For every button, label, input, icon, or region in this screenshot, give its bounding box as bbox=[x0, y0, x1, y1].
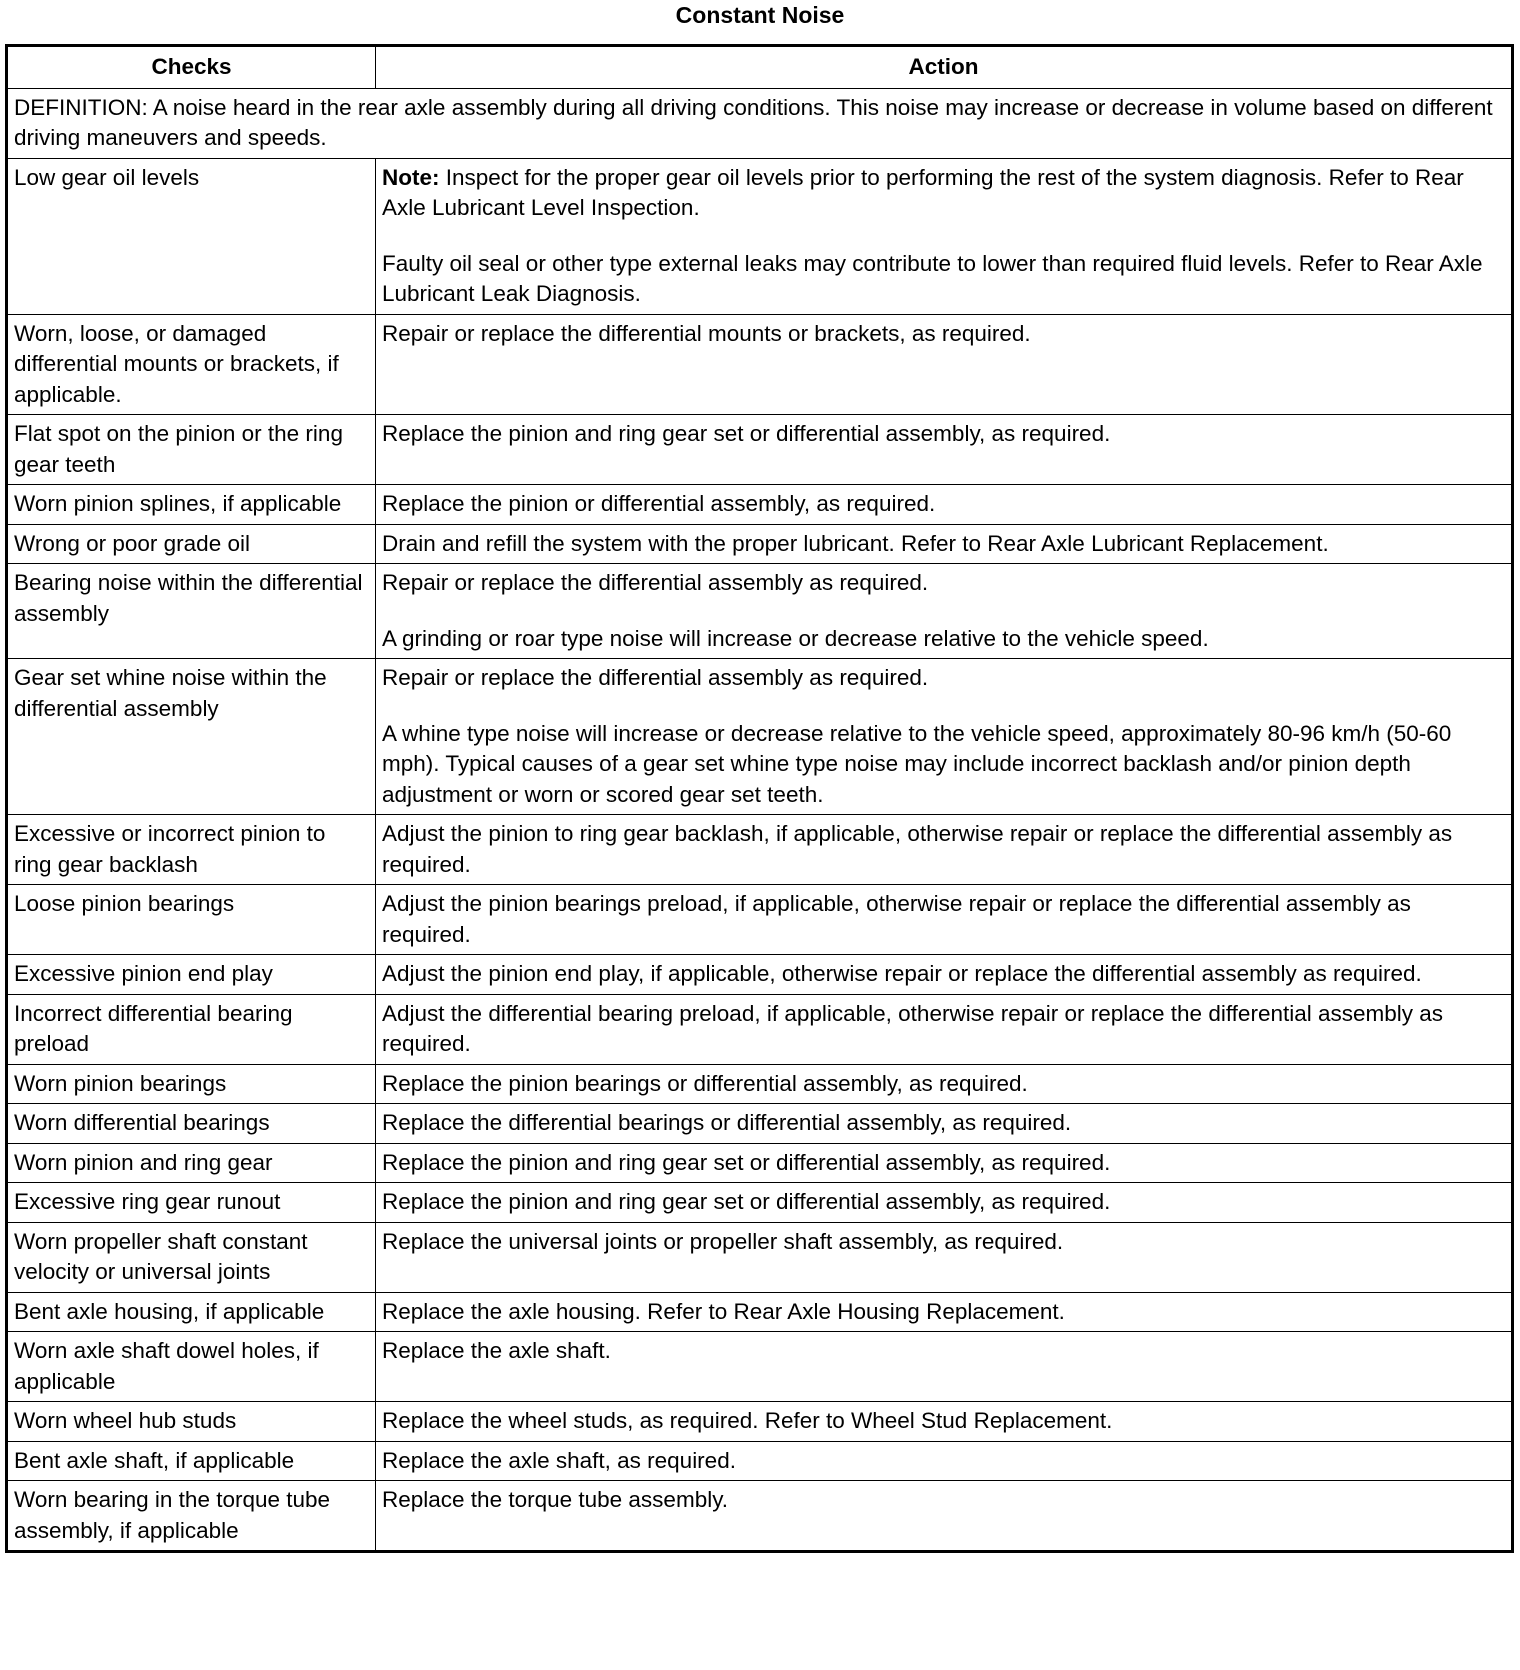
action-cell bbox=[376, 564, 1513, 659]
action-paragraph: Replace the differential bearings or differential assembly, as required. bbox=[382, 1110, 1072, 1135]
action-paragraph: Replace the pinion bearings or differential assembly, as required. bbox=[382, 1070, 1028, 1096]
column-header-action: Action bbox=[376, 46, 1513, 89]
check-cell: Worn axle shaft dowel holes, if applicable bbox=[7, 1332, 376, 1402]
action-paragraph: Drain and refill the system with the proper lubricant. Refer to Rear Axle Lubricant Replacement. bbox=[382, 530, 1329, 556]
action-cell bbox=[376, 1222, 1513, 1292]
action-paragraph: A grinding or roar type noise will increase or decrease relative to the vehicle speed. bbox=[382, 625, 1209, 651]
check-cell: Worn pinion and ring gear bbox=[7, 1143, 376, 1183]
action-paragraph: Replace the pinion or differential assembly, as required. bbox=[382, 491, 936, 516]
table-row bbox=[7, 1222, 1513, 1292]
table-row bbox=[7, 415, 1513, 485]
table-row bbox=[7, 1441, 1513, 1481]
action-paragraph: Replace the torque tube assembly. bbox=[382, 1487, 729, 1512]
table-row bbox=[7, 815, 1513, 885]
action-paragraph: Adjust the pinion end play, if applicable, otherwise repair or replace the differential assembly as required. bbox=[382, 961, 1422, 986]
check-cell: Incorrect differential bearing preload bbox=[7, 994, 376, 1064]
action-cell bbox=[376, 1332, 1513, 1402]
table-row bbox=[7, 1402, 1513, 1442]
action-cell bbox=[376, 815, 1513, 885]
table-row bbox=[7, 1332, 1513, 1402]
definition-row bbox=[7, 88, 1513, 158]
action-paragraph: Replace the pinion and ring gear set or differential assembly, as required. bbox=[382, 1189, 1111, 1214]
definition-text: DEFINITION: A noise heard in the rear axle assembly during all driving conditions. This noise may increase or decrease in volume based on different driving maneuvers and speeds. bbox=[7, 88, 1513, 158]
table-row bbox=[7, 564, 1513, 659]
table-row bbox=[7, 1104, 1513, 1144]
action-paragraph: Adjust the differential bearing preload, if applicable, otherwise repair or replace the differential assembly as required. bbox=[382, 1000, 1444, 1056]
check-cell: Flat spot on the pinion or the ring gear teeth bbox=[7, 415, 376, 485]
action-cell bbox=[376, 955, 1513, 995]
action-cell bbox=[376, 1064, 1513, 1104]
action-cell bbox=[376, 1402, 1513, 1442]
action-paragraph: Adjust the pinion to ring gear backlash, if applicable, otherwise repair or replace the differential assembly as required. bbox=[382, 821, 1453, 877]
table-row bbox=[7, 885, 1513, 955]
check-cell: Bearing noise within the differential assembly bbox=[7, 564, 376, 659]
action-cell bbox=[376, 485, 1513, 525]
check-cell: Worn differential bearings bbox=[7, 1104, 376, 1144]
header-row bbox=[7, 46, 1513, 89]
table-title: Constant Noise bbox=[675, 2, 845, 28]
table-row bbox=[7, 1183, 1513, 1223]
action-paragraph: A whine type noise will increase or decrease relative to the vehicle speed, approximately 80-96 km/h (50-60 mph). Typical causes of a gear set whine type noise may include incorrect backlash and/or pinion depth adjustment or worn or scored gear set teeth. bbox=[382, 720, 1452, 807]
action-cell bbox=[376, 1104, 1513, 1144]
action-cell bbox=[376, 994, 1513, 1064]
table-row bbox=[7, 524, 1513, 564]
check-cell: Worn propeller shaft constant velocity or universal joints bbox=[7, 1222, 376, 1292]
note-label: Note: bbox=[382, 164, 440, 190]
check-cell: Excessive ring gear runout bbox=[7, 1183, 376, 1223]
action-cell bbox=[376, 1441, 1513, 1481]
check-cell: Worn bearing in the torque tube assembly, if applicable bbox=[7, 1481, 376, 1552]
action-paragraph: Faulty oil seal or other type external leaks may contribute to lower than required fluid levels. Refer to Rear Axle Lubricant Leak Diagnosis. bbox=[382, 250, 1483, 306]
table-row bbox=[7, 1292, 1513, 1332]
action-paragraph: Replace the pinion and ring gear set or differential assembly, as required. bbox=[382, 1149, 1111, 1175]
table-row bbox=[7, 994, 1513, 1064]
action-paragraph: Repair or replace the differential mounts or brackets, as required. bbox=[382, 320, 1031, 346]
action-paragraph: Replace the axle shaft, as required. bbox=[382, 1447, 736, 1473]
action-paragraph: Replace the axle shaft. bbox=[382, 1338, 611, 1363]
table-row bbox=[7, 1143, 1513, 1183]
action-paragraph: Replace the wheel studs, as required. Refer to Wheel Stud Replacement. bbox=[382, 1408, 1113, 1433]
action-paragraph: Adjust the pinion bearings preload, if applicable, otherwise repair or replace the differential assembly as required. bbox=[382, 891, 1411, 947]
table-row bbox=[7, 659, 1513, 815]
table-row bbox=[7, 158, 1513, 314]
note-paragraph bbox=[382, 163, 1505, 224]
action-paragraph: Replace the universal joints or propeller shaft assembly, as required. bbox=[382, 1228, 1064, 1254]
check-cell: Loose pinion bearings bbox=[7, 885, 376, 955]
action-cell bbox=[376, 158, 1513, 314]
action-paragraph: Replace the pinion and ring gear set or differential assembly, as required. bbox=[382, 421, 1111, 446]
action-paragraph: Replace the axle housing. Refer to Rear Axle Housing Replacement. bbox=[382, 1298, 1065, 1324]
check-cell: Bent axle housing, if applicable bbox=[7, 1292, 376, 1332]
action-cell bbox=[376, 659, 1513, 815]
action-cell bbox=[376, 1183, 1513, 1223]
table-row bbox=[7, 955, 1513, 995]
table-row bbox=[7, 485, 1513, 525]
column-header-checks: Checks bbox=[7, 46, 376, 89]
action-cell bbox=[376, 1143, 1513, 1183]
check-cell: Low gear oil levels bbox=[7, 158, 376, 314]
check-cell: Worn, loose, or damaged differential mounts or brackets, if applicable. bbox=[7, 314, 376, 415]
check-cell: Excessive pinion end play bbox=[7, 955, 376, 995]
check-cell: Wrong or poor grade oil bbox=[7, 524, 376, 564]
check-cell: Worn pinion bearings bbox=[7, 1064, 376, 1104]
action-paragraph: Repair or replace the differential assembly as required. bbox=[382, 570, 929, 595]
diagnosis-table bbox=[5, 44, 1514, 1553]
check-cell: Excessive or incorrect pinion to ring gear backlash bbox=[7, 815, 376, 885]
action-cell bbox=[376, 1481, 1513, 1552]
check-cell: Worn pinion splines, if applicable bbox=[7, 485, 376, 525]
action-paragraph: Repair or replace the differential assembly as required. bbox=[382, 665, 929, 690]
note-text: Inspect for the proper gear oil levels prior to performing the rest of the system diagnosis. Refer to Rear Axle Lubricant Level Inspection. bbox=[382, 164, 1464, 220]
check-cell: Worn wheel hub studs bbox=[7, 1402, 376, 1442]
table-row bbox=[7, 1481, 1513, 1552]
table-row bbox=[7, 314, 1513, 415]
action-cell bbox=[376, 885, 1513, 955]
action-cell bbox=[376, 524, 1513, 564]
table-row bbox=[7, 1064, 1513, 1104]
action-cell bbox=[376, 415, 1513, 485]
action-cell bbox=[376, 1292, 1513, 1332]
check-cell: Bent axle shaft, if applicable bbox=[7, 1441, 376, 1481]
action-cell bbox=[376, 314, 1513, 415]
check-cell: Gear set whine noise within the differential assembly bbox=[7, 659, 376, 815]
